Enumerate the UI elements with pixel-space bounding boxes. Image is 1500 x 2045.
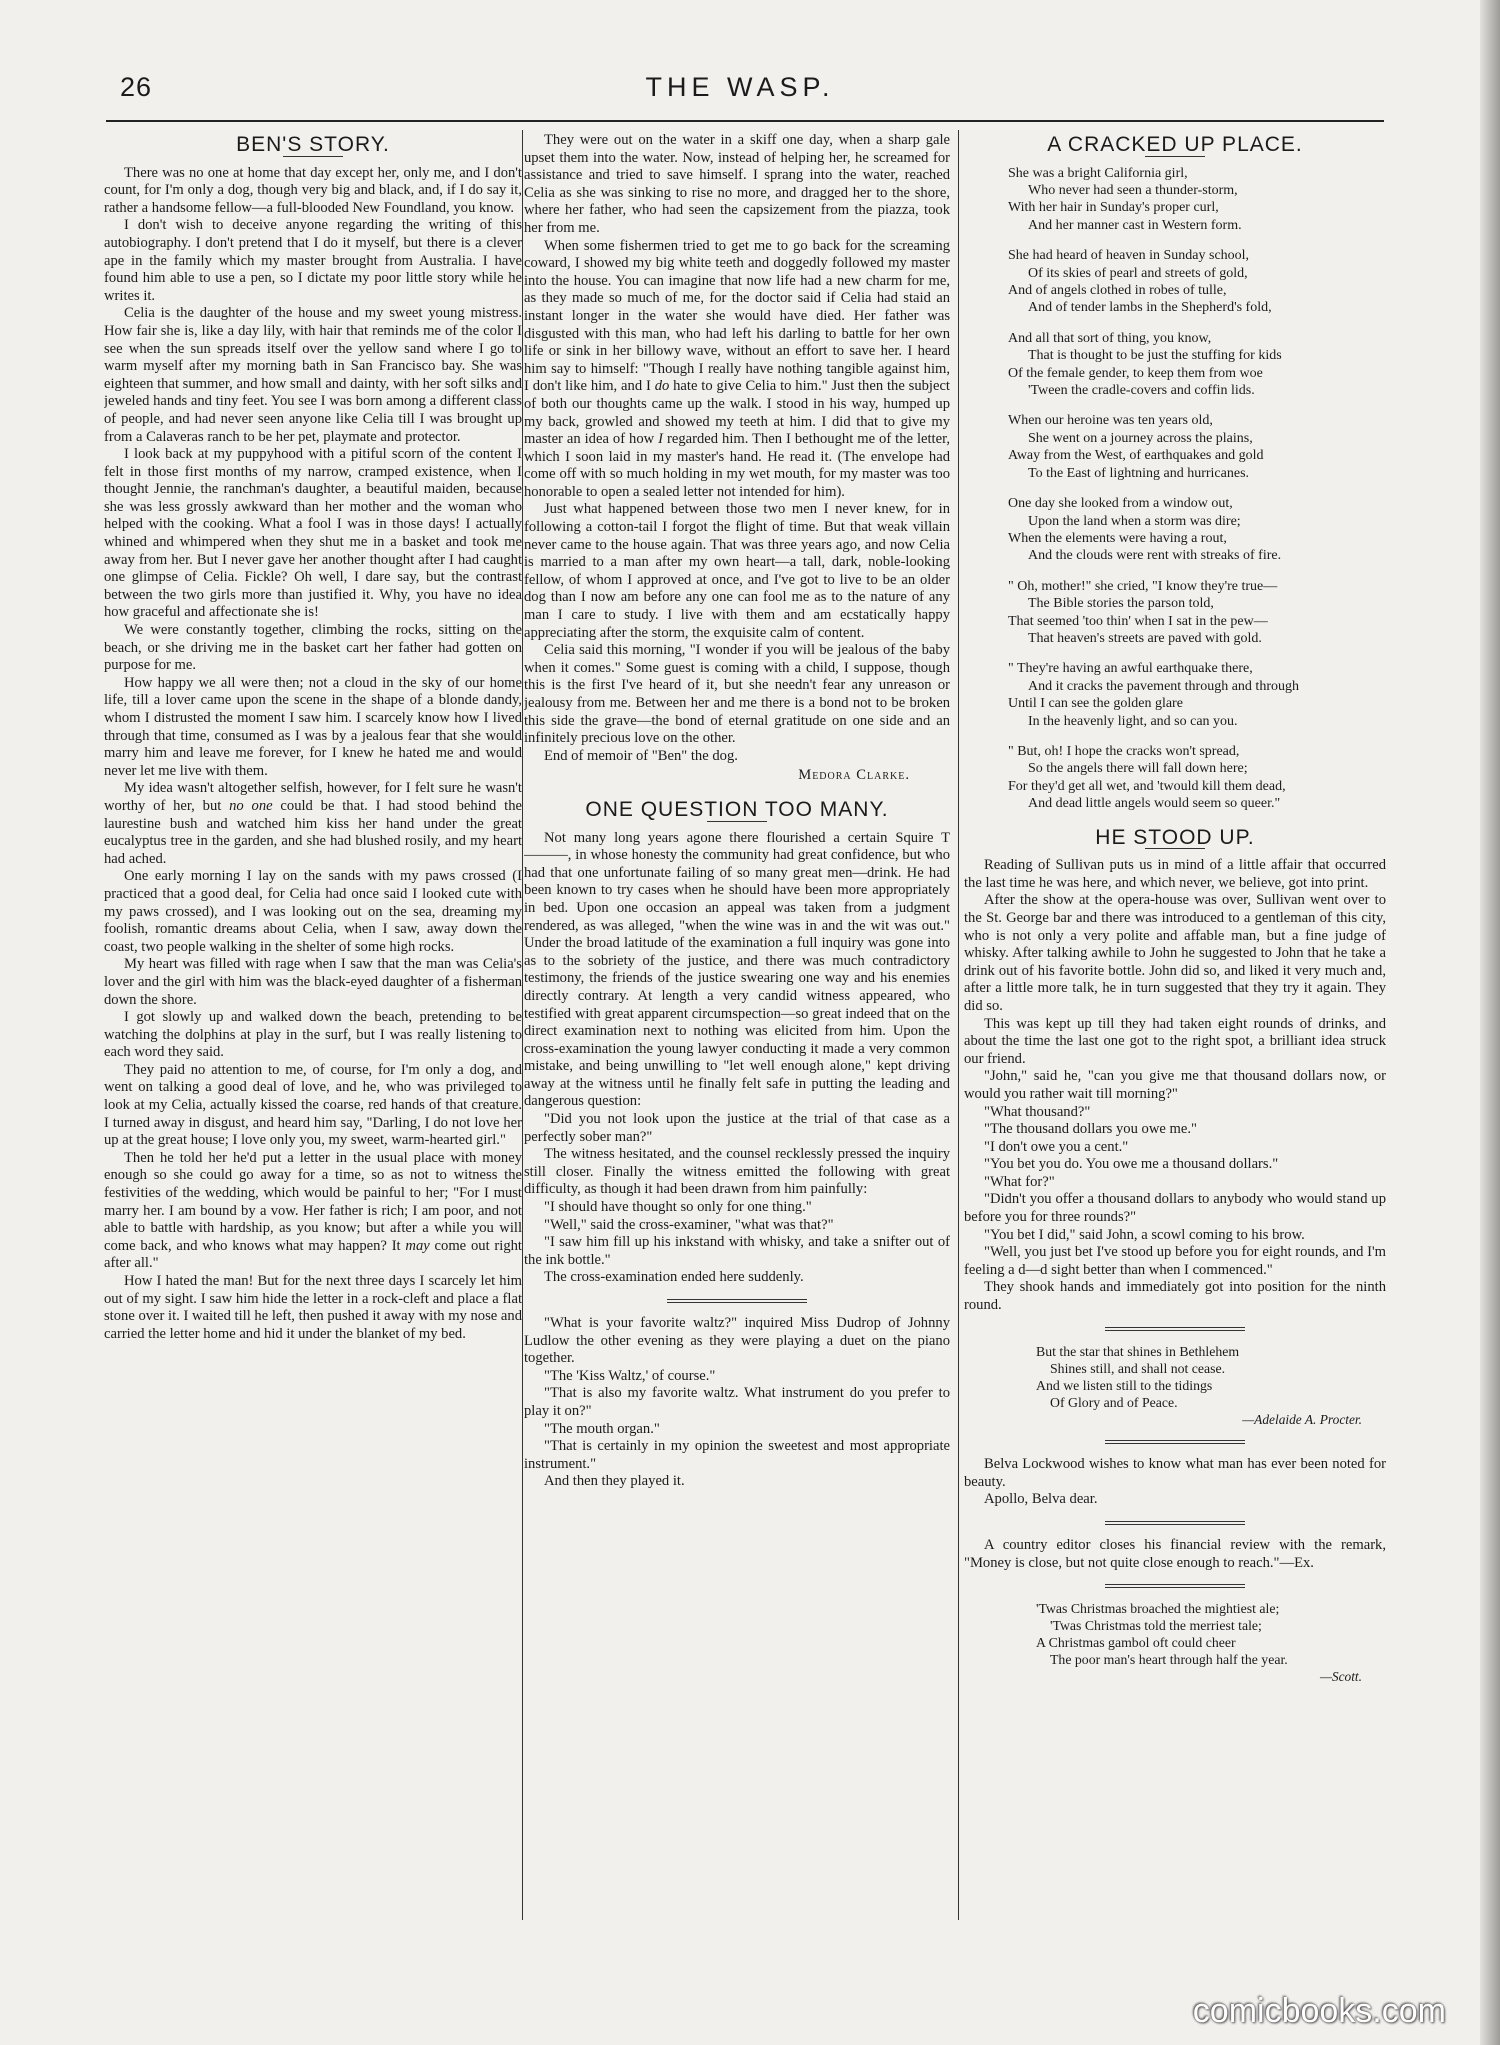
paragraph: "The thousand dollars you owe me." xyxy=(984,1121,1197,1138)
poem-line: And all that sort of thing, you know, xyxy=(1008,330,1212,346)
paragraph: Reading of Sullivan puts us in mind of a little affair that occurred the last time he was here, and which never, we believe, got into print. xyxy=(964,857,1386,891)
verse-line: Of Glory and of Peace. xyxy=(1050,1394,1178,1410)
poem-line: Of the female gender, to keep them from woe xyxy=(1008,365,1263,381)
poem-line: For they'd get all wet, and 'twould kill them dead, xyxy=(1008,778,1286,794)
paragraph: Celia is the daughter of the house and my sweet young mistress. How fair she is, like a day lily, with hair that reminds me of the color I see when the sun spreads itself over the yellow sand where I go to warm myself after my morning bath in San Francisco bay. She was eighteen that summer, and how small and dainty, with her soft silks and jeweled hands and tiny feet. You see I was born among a different class of people, and had never seen anyone like Celia till I was brought up from a Calaveras ranch to be her pet, playmate and protector. xyxy=(104,305,522,445)
poem-stanza xyxy=(1008,247,1386,317)
paragraph: The cross-examination ended here suddenly. xyxy=(544,1269,804,1286)
paragraph: "What is your favorite waltz?" inquired Miss Dudrop of Johnny Ludlow the other evening as they were playing a duet on the piano together. xyxy=(524,1315,950,1367)
poem-line: Until I can see the golden glare xyxy=(1008,696,1183,712)
paragraph: A country editor closes his financial review with the remark, "Money is close, but not quite close enough to reach."—Ex. xyxy=(964,1537,1386,1571)
paragraph: There was no one at home that day except her, only me, and I don't count, for I'm only a dog, though very big and black, and, if I do say it, rather a handsome fellow—a full-blooded New Foundland, you know. xyxy=(104,164,522,216)
poem-line: So the angels there will fall down here; xyxy=(1028,761,1248,777)
column-divider xyxy=(958,130,959,1920)
paragraph: Just what happened between those two men I never knew, for in following a cotton-tail I forgot the flight of time. But that weak villain never came to the house again. That was three years ago, and now Celia is married to a man after my own heart—a tall, dark, noble-looking fellow, of whom I approved at once, and I've got to live to be an older dog than I now am before any one can fool me as to the nature of any man I care to study. I live with them and am ecstatically happy appreciating after the storm, the exquisite calm of content. xyxy=(524,501,950,641)
paragraph: "Well, you just bet I've stood up before you for eight rounds, and I'm feeling a d—d sight better than when I commenced." xyxy=(964,1244,1386,1278)
poem-stanza xyxy=(1008,412,1386,482)
paragraph: They paid no attention to me, of course, for I'm only a dog, and went on talking a good deal of love, and he, who was privileged to look at my Celia, actually kissed the coarse, red hands of that creature. I turned away in disgust, and heard him say, "Darling, I do not love her up at the great house; I love only you, my sweet, warm-hearted girl." xyxy=(104,1061,522,1149)
poem-line: " They're having an awful earthquake there, xyxy=(1008,661,1253,677)
paragraph: I don't wish to deceive anyone regarding the writing of this autobiography. I don't pretend that I do it myself, but there is a clever ape in the family which my master brought from Australia. I have found him able to use a pen, so I dictate my poor little story while he writes it. xyxy=(104,217,522,304)
poem-line: And dead little angels would seem so queer." xyxy=(1028,796,1281,812)
poem-line: One day she looked from a window out, xyxy=(1008,496,1233,512)
paragraph: "I saw him fill up his inkstand with whisky, and take a snifter out of the ink bottle." xyxy=(524,1234,950,1268)
cracked-up-poem xyxy=(964,165,1386,813)
paragraph: Then he told her he'd put a letter in the usual place with money enough so she could go away for a time, so as not to witness the festivities of the wedding, which would be painful to her; "For I must marry her. I am bound by a vow. Her father is rich; I am poor, and not able to battle with hardship, as you know; but after a while you will come back, and who knows what may happen? It may come out right after all." xyxy=(104,1149,522,1272)
paragraph: "You bet you do. You owe me a thousand dollars." xyxy=(984,1156,1279,1173)
verse-line: But the star that shines in Bethlehem xyxy=(1036,1343,1240,1359)
paragraph: How happy we all were then; not a cloud in the sky of our home life, till a lover came upon the scene in the shape of a blonde dandy, whom I distrusted the moment I saw him. I scarcely know how I lived through that time, consumed as I was by a jealous fear that she would marry him and leave me forever, for I knew he hated me and would never let me live with them. xyxy=(104,674,522,779)
paragraph: Apollo, Belva dear. xyxy=(984,1491,1098,1508)
poem-line: To the East of lightning and hurricanes. xyxy=(1028,465,1250,481)
verse-line: 'Twas Christmas told the merriest tale; xyxy=(1050,1618,1262,1634)
poem-stanza xyxy=(1008,330,1386,400)
verse-line: And we listen still to the tidings xyxy=(1036,1377,1213,1393)
paragraph: "The 'Kiss Waltz,' of course." xyxy=(544,1367,716,1384)
poem-line: When the elements were having a rout, xyxy=(1008,530,1227,546)
header-rule xyxy=(106,120,1384,122)
poem-line: And the clouds were rent with streaks of fire. xyxy=(1028,548,1282,564)
bens-story-body xyxy=(104,165,522,1344)
paragraph: "What for?" xyxy=(984,1173,1055,1190)
paragraph: "Didn't you offer a thousand dollars to anybody who would stand up before you for three rounds?" xyxy=(964,1191,1386,1226)
poem-stanza xyxy=(1008,660,1386,730)
verse-line: Shines still, and shall not cease. xyxy=(1050,1360,1226,1376)
masthead-title: THE WASP. xyxy=(645,72,835,102)
poem-line: She was a bright California girl, xyxy=(1008,165,1188,181)
section-separator xyxy=(1105,1521,1245,1525)
poem-line: She went on a journey across the plains, xyxy=(1028,430,1253,446)
paragraph: "You bet I did," said John, a scowl coming to his brow. xyxy=(984,1226,1305,1243)
poem-line: And her manner cast in Western form. xyxy=(1028,217,1242,233)
paragraph: "Did you not look upon the justice at the trial of that case as a perfectly sober man?" xyxy=(524,1111,950,1145)
paragraph: I look back at my puppyhood with a pitiful scorn of the content I felt in those first months of my narrow, cramped existence, when I thought Jennie, the ranchman's daughter, a beautiful maiden, because she was less grossly awkward than her mother and the woman who helped with the cooking. What a fool I was in those days! I actually whined and whimpered when they shut me in a basket and took me away from her. But I never gave her another thought after I had caught one glimpse of Celia. Fickle? Oh well, I dare say, but the contrast between the two girls more than justified it. Why, you have no idea how graceful and affectionate she is! xyxy=(104,446,522,621)
article-title-cracked-up: A CRACKED UP PLACE. xyxy=(1047,133,1303,156)
paragraph: Not many long years agone there flourished a certain Squire T———, in whose honesty the community had great confidence, but who had that one unfortunate failing of so many great men—drink. He had been known to try cases when he should have been more appropriately in bed. Upon one occasion an appeal was taken from a judgment rendered, as was alleged, "when the wine was in and the wit was out." Under the broad latitude of the examination a full inquiry was gone into as to the sobriety of the justice, and there was much contradictory testimony, the friends of the justice swearing one way and his enemies directly contrary. At length a very candid witness appeared, who testified with great apparent circumspection—so great indeed that on the direct examination next to nothing was elicited from him. Upon the cross-examination the young lawyer conducting it made a very common mistake, and being unwilling to "let well enough alone," kept driving away at the witness until he finally felt safe in putting the leading and dangerous question: xyxy=(524,829,950,1110)
poem-line: Upon the land when a storm was dire; xyxy=(1028,513,1241,529)
poem-line: She had heard of heaven in Sunday school, xyxy=(1008,248,1250,264)
watermark: comicbooks.com xyxy=(1192,1992,1446,2030)
author-signature: Medora Clarke. xyxy=(798,767,910,784)
bens-story-continued xyxy=(524,132,950,765)
paragraph: One early morning I lay on the sands with my paws crossed (I practiced that a good deal, for Celia had once said I looked cute with my paws crossed), and I was looking out on the sea, dreaming my foolish, romantic dreams about Celia, when I saw, away down the coast, two people walking in the shelter of some high rocks. xyxy=(104,868,522,955)
paragraph: "The mouth organ." xyxy=(544,1420,660,1437)
paragraph: How I hated the man! But for the next three days I scarcely let him out of my sight. I saw him hide the letter in a rock-cleft and place a flat stone over it. I waited till he left, then pushed it away with my nose and carried the letter home and hid it under the blanket of my bed. xyxy=(104,1273,522,1342)
column-2 xyxy=(524,132,950,1912)
article-title-bens-story: BEN'S STORY. xyxy=(236,133,390,156)
poem-stanza xyxy=(1008,578,1386,648)
paragraph: "John," said he, "can you give me that thousand dollars now, or would you rather wait till morning?" xyxy=(964,1068,1386,1102)
poem-line: " Oh, mother!" she cried, "I know they're true— xyxy=(1008,578,1278,594)
section-separator xyxy=(667,1299,807,1303)
paragraph: And then they played it. xyxy=(544,1473,685,1490)
paragraph: End of memoir of "Ben" the dog. xyxy=(544,747,738,764)
paragraph: "That is certainly in my opinion the sweetest and most appropriate instrument." xyxy=(524,1438,950,1472)
christmas-verse xyxy=(1028,1600,1386,1668)
section-separator xyxy=(1105,1584,1245,1588)
paragraph: Belva Lockwood wishes to know what man has ever been noted for beauty. xyxy=(964,1456,1386,1490)
poem-stanza xyxy=(1008,495,1386,565)
poem-line: That seemed 'too thin' when I sat in the pew— xyxy=(1008,613,1268,629)
column-divider xyxy=(522,130,523,1920)
one-question-body xyxy=(524,830,950,1287)
waltz-anecdote xyxy=(524,1315,950,1491)
poem-line: Of its skies of pearl and streets of gold, xyxy=(1028,265,1248,281)
section-separator xyxy=(1105,1327,1245,1331)
poem-line: And of tender lambs in the Shepherd's fold, xyxy=(1028,300,1272,316)
christmas-attribution: —Scott. xyxy=(1319,1669,1362,1685)
page-number: 26 xyxy=(120,72,153,102)
article-title-stood-up: HE STOOD UP. xyxy=(1095,825,1255,849)
poem-line: With her hair in Sunday's proper curl, xyxy=(1008,200,1219,216)
poem-line: The Bible stories the parson told, xyxy=(1028,596,1214,612)
poem-line: In the heavenly light, and so can you. xyxy=(1028,713,1238,729)
paragraph: I got slowly up and walked down the beach, pretending to be watching the dolphins at play in the surf, but I was really listening to each word they said. xyxy=(104,1009,522,1061)
verse-line: A Christmas gambol oft could cheer xyxy=(1036,1635,1236,1651)
paragraph: We were constantly together, climbing the rocks, sitting on the beach, or she driving me in the basket cart her father had gotten on purpose for me. xyxy=(104,622,522,674)
poem-line: And of angels clothed in robes of tulle, xyxy=(1008,283,1227,299)
column-1 xyxy=(104,132,522,1912)
article-title-one-question: ONE QUESTION TOO MANY. xyxy=(585,797,889,821)
page-edge-shadow xyxy=(1480,0,1500,2045)
paragraph: "That is also my favorite waltz. What instrument do you prefer to play it on?" xyxy=(524,1385,950,1419)
poem-line: That is thought to be just the stuffing for kids xyxy=(1028,348,1282,364)
paragraph: When some fishermen tried to get me to go back for the screaming coward, I showed my big white teeth and doggedly followed my master into the house. You can imagine that now life had a new charm for me, as they made so much of me, for the doctor said if Celia had staid an instant longer in the water she would have died. Her father was disgusted with this man, who had left his darling to battle for her own life or sink in her billowy wave, without an effort to save her. I heard him say to himself: "Though I really have nothing tangible against him, I don't like him, and I do hate to give Celia to him." Just then the subject of both our thoughts came up the walk. I stood in his way, humped up my back, growled and showed my teeth at him. I did that to give my master an idea of how I regarded him. Then I bethought me of the letter, which I soon laid in my master's hand. He read it. (The envelope had come off with so much holding in my wet mouth, for my master was too honorable to open a sealed letter not intended for him). xyxy=(524,237,950,500)
paragraph: After the show at the opera-house was over, Sullivan went over to the St. George bar and there was introduced to a gentleman of this city, who is not only a very polite and affable man, but a fine judge of whisky. After talking awhile to John he suggested to John that he take a drink out of his favorite bottle. John did so, and liked it very much and, after a little more talk, he in turn suggested that they try it again. They did so. xyxy=(964,892,1386,1014)
paragraph: "What thousand?" xyxy=(984,1103,1091,1120)
poem-line: When our heroine was ten years old, xyxy=(1008,413,1213,429)
bethlehem-attribution: —Adelaide A. Procter. xyxy=(1242,1411,1362,1427)
paragraph: "I should have thought so only for one thing." xyxy=(544,1199,812,1216)
section-separator xyxy=(1105,1440,1245,1444)
paragraph: My heart was filled with rage when I saw that the man was Celia's lover and the girl with him was the black-eyed daughter of a fisherman down the shore. xyxy=(104,956,522,1008)
poem-line: And it cracks the pavement through and through xyxy=(1028,678,1299,694)
paragraph: The witness hesitated, and the counsel recklessly pressed the inquiry still closer. Finally the witness emitted the following with great difficulty, as though it had been drawn from him painfully: xyxy=(524,1146,950,1198)
paragraph: My idea wasn't altogether selfish, however, for I felt sure he wasn't worthy of her, but no one could be that. I had stood behind the laurestine bush and watched him kiss her hand under the great eucalyptus tree in the garden, and she had blushed rosily, and my heart had ached. xyxy=(104,780,522,867)
poem-line: Away from the West, of earthquakes and gold xyxy=(1008,448,1264,464)
paragraph: "I don't owe you a cent." xyxy=(984,1138,1129,1155)
belva-item xyxy=(964,1456,1386,1509)
poem-stanza xyxy=(1008,165,1386,235)
verse-line: The poor man's heart through half the year. xyxy=(1050,1652,1288,1668)
poem-line: That heaven's streets are paved with gold. xyxy=(1028,630,1262,646)
column-3 xyxy=(964,132,1386,1932)
paragraph: "Well," said the cross-examiner, "what was that?" xyxy=(544,1216,834,1233)
poem-line: Who never had seen a thunder-storm, xyxy=(1028,183,1238,198)
bethlehem-verse xyxy=(1028,1343,1386,1411)
verse-line: 'Twas Christmas broached the mightiest ale; xyxy=(1036,1601,1280,1617)
paragraph: They were out on the water in a skiff one day, when a sharp gale upset them into the water. Now, instead of helping her, he screamed for assistance and tried to save himself. I sprang into the water, reached Celia as she was sinking to rise no more, and dragged her to the shore, where her father, who had seen the capsizement from the piazza, took her from me. xyxy=(524,132,950,236)
paragraph: Celia said this morning, "I wonder if you will be jealous of the baby when it comes." Some guest is coming with a child, I suppose, though this is the first I've heard of it, but she needn't fear any unreason or jealousy from me. Between her and me there is a bond not to be broken this side the grave—the bond of eternal gratitude on one side and an infinitely precious love on the other. xyxy=(524,642,950,747)
poem-stanza xyxy=(1008,743,1386,813)
poem-line: " But, oh! I hope the cracks won't spread, xyxy=(1008,743,1240,759)
paragraph: They shook hands and immediately got into position for the ninth round. xyxy=(964,1279,1386,1314)
poem-line: 'Tween the cradle-covers and coffin lids. xyxy=(1028,383,1255,399)
paragraph: This was kept up till they had taken eight rounds of drinks, and about the time the last one got to the right spot, a brilliant idea struck our friend. xyxy=(964,1015,1386,1067)
stood-up-body xyxy=(964,857,1386,1314)
editor-item xyxy=(964,1537,1386,1572)
